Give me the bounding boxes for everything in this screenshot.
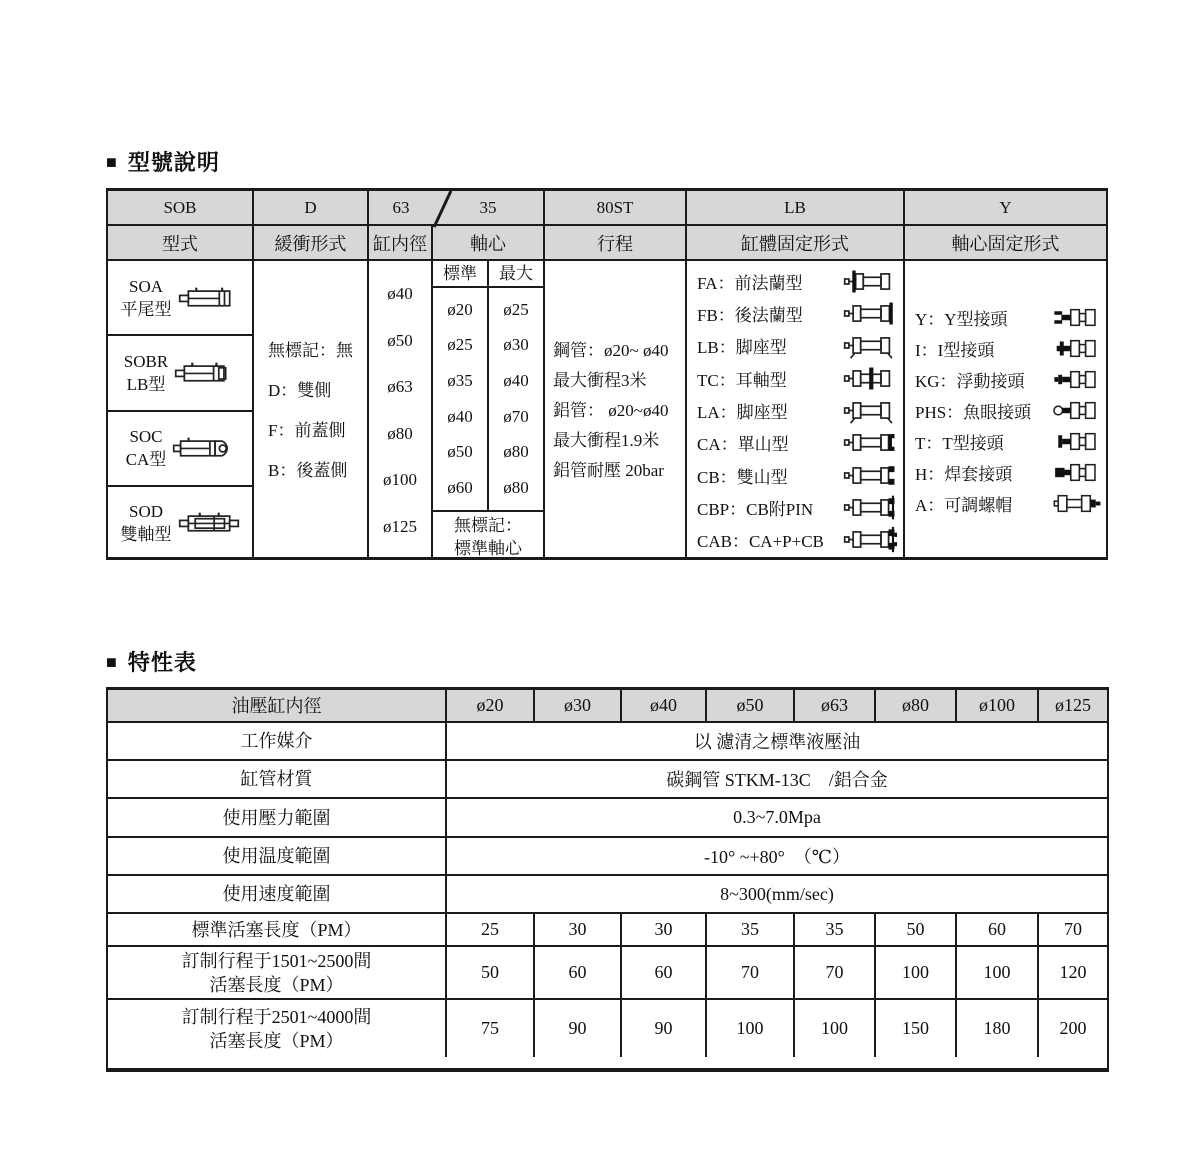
body-mount-label: CB：雙山型 <box>697 467 788 487</box>
clevis-cylinder-icon <box>172 433 234 463</box>
code-cell: LB <box>687 191 905 224</box>
spec-cell: 100 <box>707 1000 795 1057</box>
code-cell: D <box>254 191 369 224</box>
spec-label-line: 訂制行程于2501~4000間 <box>181 1006 372 1027</box>
spec-cell: 90 <box>535 1000 622 1057</box>
type-cell-soa <box>108 261 252 336</box>
section-title-text: 型號說明 <box>127 150 220 175</box>
type-column <box>108 261 254 560</box>
spec-row-label <box>108 1000 447 1057</box>
i-joint-icon <box>1052 336 1102 361</box>
body-mount-row <box>697 429 897 456</box>
type-code: SOC <box>129 427 163 447</box>
shaft-max-value: ø30 <box>503 335 529 355</box>
spec-cell: 30 <box>535 914 622 945</box>
spec-row-standard-piston <box>108 914 1107 947</box>
label-cell: 缸體固定形式 <box>687 226 905 259</box>
rod-mount-column <box>905 261 1106 560</box>
code-bore: 63 <box>392 197 410 217</box>
body-mount-label: CAB：CA+P+CB <box>697 532 824 552</box>
type-cell-sod <box>108 487 252 560</box>
spec-bore-header: ø30 <box>535 690 622 721</box>
spec-bore-header: ø100 <box>957 690 1039 721</box>
body-mount-label: LA：脚座型 <box>697 402 788 422</box>
bore-value: ø50 <box>387 330 413 350</box>
body-mount-row <box>697 332 897 359</box>
shaft-max-value: ø40 <box>503 371 529 391</box>
body-mount-row <box>697 268 897 295</box>
spec-bore-header: ø125 <box>1055 695 1091 715</box>
spec-cell: 100 <box>795 1000 876 1057</box>
type-name: CA型 <box>125 450 167 470</box>
single-clevis-mount-icon <box>843 429 897 456</box>
spec-row-value: 8~300(mm/sec) <box>720 883 834 904</box>
double-rod-cylinder-icon <box>178 508 240 538</box>
spec-label-line: 訂制行程于1501~2500間 <box>181 950 372 971</box>
shaft-std-value: ø50 <box>447 442 473 462</box>
spec-row-speed <box>108 876 1107 914</box>
shaft-max-header: 最大 <box>499 264 533 283</box>
type-name: LB型 <box>126 374 166 394</box>
spec-row-custom-1501-2500 <box>108 947 1107 1000</box>
body-mount-row <box>697 494 897 521</box>
shaft-max-value: ø80 <box>503 442 529 462</box>
fisheye-joint-icon <box>1052 398 1102 423</box>
label-cell: 型式 <box>108 226 254 259</box>
foot-mount-lb-icon <box>843 332 897 359</box>
spec-row-material <box>108 761 1107 799</box>
trunnion-mount-icon <box>843 365 897 392</box>
spec-label-line: 活塞長度（PM） <box>209 1030 344 1051</box>
rod-mount-row <box>915 491 1102 516</box>
spec-row-custom-2501-4000 <box>108 1000 1107 1057</box>
spec-header-label: 油壓缸内徑 <box>108 690 447 721</box>
rod-mount-label: I：I型接頭 <box>915 341 995 360</box>
bore-value: ø125 <box>383 516 417 536</box>
spec-cell: 35 <box>795 914 876 945</box>
spec-cell: 50 <box>876 914 957 945</box>
stroke-line: 最大衝程1.9米 <box>553 430 660 450</box>
body-mount-column <box>687 261 905 560</box>
floating-joint-icon <box>1052 367 1102 392</box>
cushion-option: B：後蓋側 <box>268 460 348 480</box>
spec-row-label: 使用温度範圍 <box>108 838 447 874</box>
shaft-max-value: ø25 <box>503 299 529 319</box>
spec-row-temperature <box>108 838 1107 876</box>
label-cell: 軸心固定形式 <box>951 233 1060 254</box>
spec-row-label: 工作媒介 <box>108 723 447 759</box>
body-mount-row <box>697 365 897 392</box>
rod-mount-row <box>915 429 1102 454</box>
spec-cell: 70 <box>1064 919 1082 939</box>
cushion-option: 無標記：無 <box>268 340 353 360</box>
section-marker-icon: ■ <box>106 151 118 172</box>
body-mount-label: TC：耳軸型 <box>697 370 787 390</box>
type-code: SOA <box>128 276 163 296</box>
spec-cell: 60 <box>957 914 1039 945</box>
type-cell-sobr <box>108 336 252 411</box>
shaft-column <box>433 261 545 560</box>
bore-value: ø40 <box>387 284 413 304</box>
body-mount-row <box>697 526 897 553</box>
spec-cell: 100 <box>876 947 957 998</box>
spec-bore-header: ø20 <box>447 690 535 721</box>
code-cell-bore-shaft <box>369 191 545 224</box>
code-cell: SOB <box>108 191 254 224</box>
rod-mount-label: KG：浮動接頭 <box>915 372 1025 391</box>
spec-row-label <box>108 914 447 945</box>
label-cell: 缸内徑 <box>369 226 433 259</box>
body-mount-row <box>697 300 897 327</box>
shaft-values <box>433 288 543 510</box>
shaft-max-list <box>489 288 543 510</box>
spec-cell: 70 <box>795 947 876 998</box>
rod-mount-row <box>915 305 1102 330</box>
stroke-line: 鋼管：ø20~ ø40 <box>553 340 669 360</box>
rod-mount-row <box>915 336 1102 361</box>
spec-row-pressure <box>108 799 1107 838</box>
spec-row-label: 缸管材質 <box>108 761 447 797</box>
adjustable-nut-icon <box>1052 491 1102 516</box>
spec-label-line: 活塞長度（PM） <box>209 974 344 995</box>
weld-sleeve-joint-icon <box>1052 460 1102 485</box>
shaft-standard-header: 標準 <box>433 261 489 286</box>
shaft-std-value: ø40 <box>447 406 473 426</box>
spec-cell: 200 <box>1059 1018 1087 1038</box>
shaft-std-value: ø20 <box>447 299 473 319</box>
body-mount-row <box>697 462 897 489</box>
spec-row-value: 碳鋼管 STKM-13C /鋁合金 <box>666 770 888 790</box>
spec-cell: 150 <box>876 1000 957 1057</box>
spec-cell: 60 <box>535 947 622 998</box>
cushion-option: D：雙側 <box>268 380 332 400</box>
rod-mount-label: A：可調螺帽 <box>915 496 1013 515</box>
type-name: 平尾型 <box>120 299 172 319</box>
spec-cell: 30 <box>622 914 707 945</box>
bore-value: ø80 <box>387 423 413 443</box>
spec-row-value: 以 濾清之標準液壓油 <box>693 732 861 752</box>
spec-cell: 50 <box>447 947 535 998</box>
spec-table <box>106 687 1109 1072</box>
shaft-note-line: 標準軸心 <box>454 539 522 558</box>
spec-cell: 25 <box>447 914 535 945</box>
spec-cell: 75 <box>447 1000 535 1057</box>
rod-mount-row <box>915 367 1102 392</box>
spec-bore-header: ø80 <box>876 690 957 721</box>
shaft-std-value: ø60 <box>447 478 473 498</box>
spec-row-label: 使用壓力範圍 <box>108 799 447 836</box>
cushion-column <box>254 261 369 560</box>
model-table-body <box>108 261 1106 560</box>
spec-row-label <box>108 947 447 998</box>
section-title-text: 特性表 <box>127 650 197 675</box>
front-flange-mount-icon <box>843 268 897 295</box>
spec-section-title <box>106 646 197 677</box>
rod-mount-label: T：T型接頭 <box>915 434 1004 453</box>
body-mount-label: FA：前法蘭型 <box>697 273 803 293</box>
code-cell: Y <box>999 197 1012 217</box>
type-name: 雙軸型 <box>120 525 172 545</box>
spec-cell: 100 <box>957 947 1039 998</box>
shaft-max-value: ø80 <box>503 478 529 498</box>
spec-row-value: -10° ~+80° （℃） <box>704 847 850 867</box>
bore-value: ø63 <box>387 377 413 397</box>
code-shaft: 35 <box>479 197 497 217</box>
spec-cell: 60 <box>622 947 707 998</box>
model-code-table <box>106 188 1108 560</box>
shaft-note <box>433 510 543 560</box>
shaft-std-value: ø25 <box>447 335 473 355</box>
shaft-subheader <box>433 261 543 288</box>
clevis-pin-mount-icon <box>843 494 897 521</box>
spec-cell: 70 <box>707 947 795 998</box>
bore-column <box>369 261 433 560</box>
code-cell: 80ST <box>545 191 687 224</box>
spec-cell: 180 <box>957 1000 1039 1057</box>
spec-header-row <box>108 690 1107 723</box>
spec-row-label: 使用速度範圍 <box>108 876 447 912</box>
spec-cell: 35 <box>707 914 795 945</box>
spec-bore-header: ø50 <box>707 690 795 721</box>
rod-mount-row <box>915 460 1102 485</box>
double-clevis-mount-icon <box>843 462 897 489</box>
spec-bore-header: ø40 <box>622 690 707 721</box>
body-mount-label: LB：脚座型 <box>697 338 787 358</box>
label-cell: 緩衝形式 <box>254 226 369 259</box>
label-row <box>108 226 1106 261</box>
spec-row-value: 0.3~7.0Mpa <box>733 807 821 827</box>
body-mount-label: FB：後法蘭型 <box>697 305 803 325</box>
y-joint-icon <box>1052 305 1102 330</box>
spec-row-medium <box>108 723 1107 761</box>
rod-mount-label: H：焊套接頭 <box>915 465 1013 484</box>
flat-tail-cylinder-icon <box>178 283 240 313</box>
ca-p-cb-mount-icon <box>843 526 897 553</box>
type-cell-soc <box>108 412 252 487</box>
stroke-line: 鋁管： ø20~ø40 <box>553 400 669 420</box>
code-row <box>108 191 1106 226</box>
t-joint-icon <box>1052 429 1102 454</box>
shaft-note-line: 無標記： <box>454 516 522 535</box>
rod-mount-row <box>915 398 1102 423</box>
rod-mount-label: PHS：魚眼接頭 <box>915 403 1032 422</box>
stroke-line: 鋁管耐壓 20bar <box>553 460 664 480</box>
shaft-std-value: ø35 <box>447 371 473 391</box>
stroke-column <box>545 261 687 560</box>
shaft-max-value: ø70 <box>503 406 529 426</box>
shaft-standard-list <box>433 288 489 510</box>
label-cell: 軸心 <box>433 226 545 259</box>
bore-value: ø100 <box>383 470 417 490</box>
rod-mount-label: Y：Y型接頭 <box>915 310 1008 329</box>
body-mount-label: CA：單山型 <box>697 435 789 455</box>
spec-cell: 120 <box>1059 962 1087 982</box>
body-mount-row <box>697 397 897 424</box>
spec-bore-header: ø63 <box>795 690 876 721</box>
spec-label-line: 標準活塞長度（PM） <box>191 919 362 940</box>
type-code: SOD <box>128 502 163 522</box>
stroke-line: 最大衝程3米 <box>553 370 647 390</box>
section-marker-icon: ■ <box>106 651 118 672</box>
foot-cylinder-icon <box>174 358 236 388</box>
type-code: SOBR <box>123 351 169 371</box>
body-mount-label: CBP：CB附PIN <box>697 499 814 519</box>
spec-cell: 90 <box>622 1000 707 1057</box>
cushion-option: F：前蓋側 <box>268 420 346 440</box>
model-section-title <box>106 146 220 177</box>
foot-mount-la-icon <box>843 397 897 424</box>
rear-flange-mount-icon <box>843 300 897 327</box>
label-cell: 行程 <box>545 226 687 259</box>
